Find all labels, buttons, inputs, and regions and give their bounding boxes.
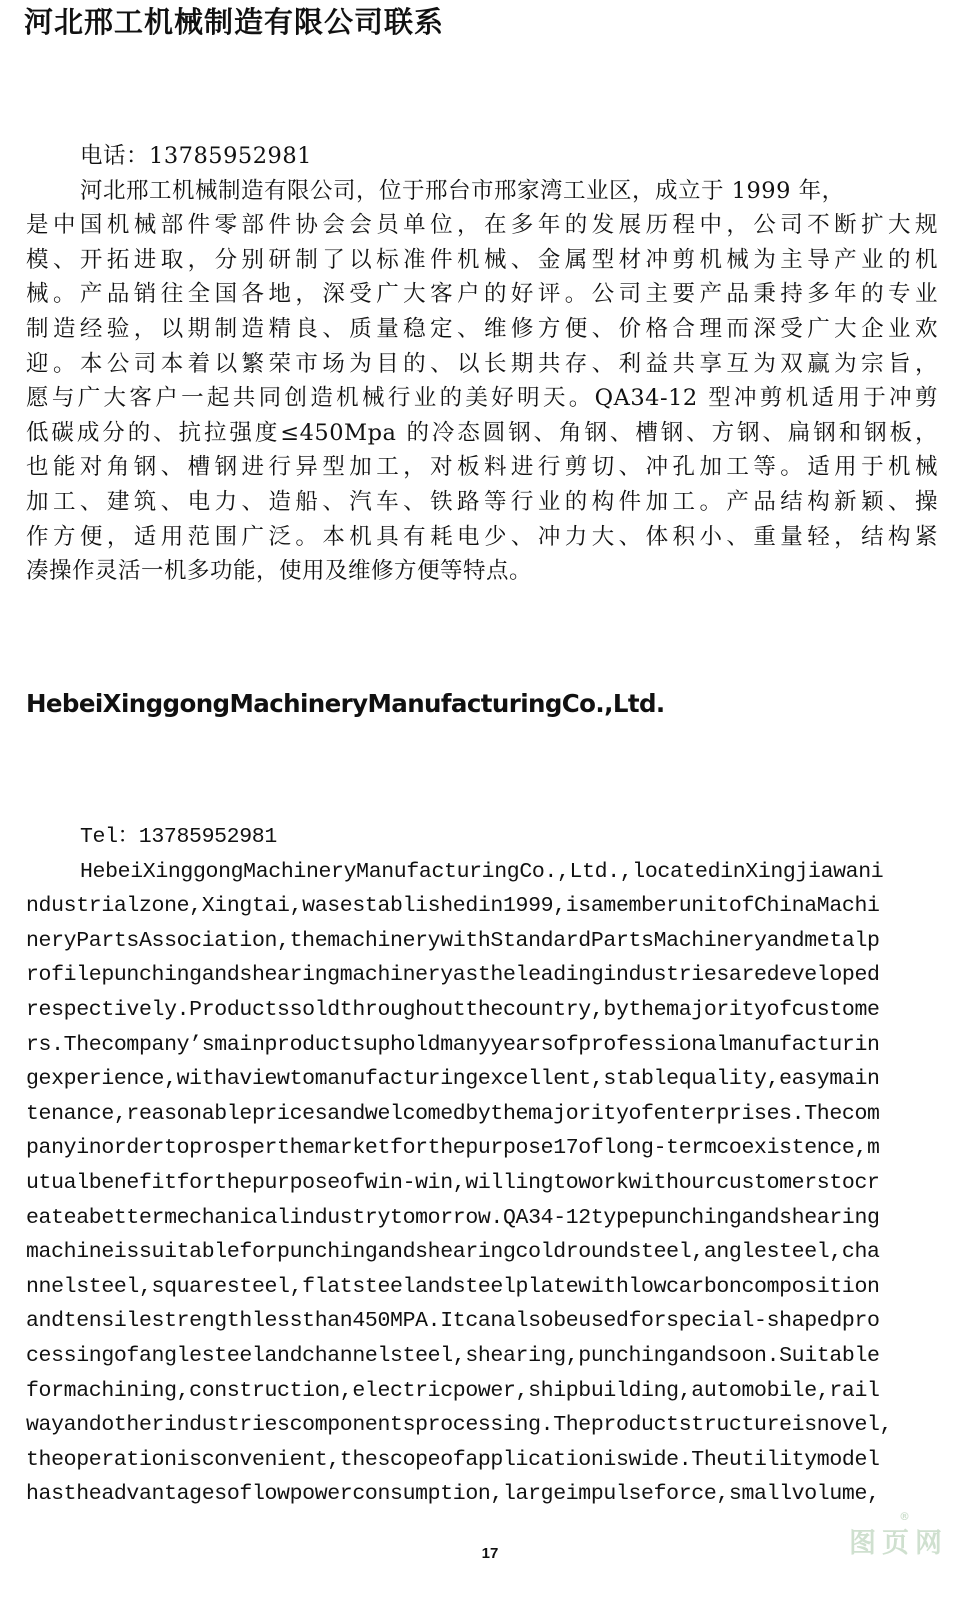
chinese-text-line: 是中国机械部件零部件协会会员单位，在多年的发展历程中，公司不断扩大规	[26, 212, 938, 239]
english-text-line: panyinordertoprosperthemarketforthepurpose17oflong-termcoexistence,m	[26, 1136, 880, 1161]
chinese-text-line: 加工、建筑、电力、造船、汽车、铁路等行业的构件加工。产品结构新颖、操	[26, 488, 938, 515]
english-text-line: theoperationisconvenient,thescopeofapplicationiswide.Theutilitymodel	[26, 1447, 880, 1472]
registered-mark-icon: ®	[899, 1510, 910, 1523]
chinese-text-line: 低碳成分的、抗拉强度≤450Mpa 的冷态圆钢、角钢、槽钢、方钢、扁钢和钢板，	[26, 419, 938, 446]
chinese-text-line: 模、开拓进取，分别研制了以标准件机械、金属型材冲剪机械为主导产业的机	[26, 246, 938, 273]
english-text-line: eateabettermechanicalindustrytomorrow.QA34-12typepunchingandshearing	[26, 1205, 880, 1230]
english-body-text	[26, 820, 930, 1512]
english-text-line: andtensilestrengthlessthan450MPA.Itcanalsobeusedforspecial-shapedpro	[26, 1309, 880, 1334]
watermark-text: 图页网	[849, 1527, 948, 1559]
english-text-line: nnelsteel,squaresteel,flatsteelandsteelplatewithlowcarboncomposition	[26, 1274, 880, 1299]
english-text-line: formachining,construction,electricpower,shipbuilding,automobile,rail	[26, 1378, 880, 1403]
chinese-text-line: 作方便，适用范围广泛。本机具有耗电少、冲力大、体积小、重量轻，结构紧	[26, 523, 938, 550]
english-text-line: neryPartsAssociation,themachinerywithStandardPartsMachineryandmetalp	[26, 928, 880, 953]
english-text-line: wayandotherindustriescomponentsprocessing.Theproductstructureisnovel,	[26, 1413, 893, 1438]
english-text-line: cessingofanglesteelandchannelsteel,shearing,punchingandsoon.Suitable	[26, 1343, 880, 1368]
chinese-text-line: 制造经验，以期制造精良、质量稳定、维修方便、价格合理而深受广大企业欢	[26, 315, 938, 342]
english-phone-line: Tel：13785952981	[80, 825, 277, 849]
english-text-line: respectively.Productssoldthroughoutthecountry,bythemajorityofcustome	[26, 997, 880, 1022]
page-title-chinese: 河北邢工机械制造有限公司联系	[24, 5, 445, 39]
english-text-line: tenance,reasonablepricesandwelcomedbythemajorityofenterprises.Thecom	[26, 1101, 880, 1126]
chinese-text-line: 愿与广大客户一起共同创造机械行业的美好明天。QA34-12 型冲剪机适用于冲剪	[26, 385, 938, 412]
chinese-text-line: 也能对角钢、槽钢进行异型加工，对板料进行剪切、冲孔加工等。适用于机械	[26, 454, 938, 481]
site-watermark-logo	[849, 1510, 948, 1560]
page-title-english: HebeiXinggongMachineryManufacturingCo.,Ltd.	[26, 689, 665, 718]
chinese-text-line: 迎。本公司本着以繁荣市场为目的、以长期共存、利益共享互为双赢为宗旨，	[26, 350, 938, 377]
english-text-line: gexperience,withaviewtomanufacturingexcellent,stablequality,easymain	[26, 1067, 880, 1092]
english-text-line: machineissuitableforpunchingandshearingcoldroundsteel,anglesteel,cha	[26, 1240, 880, 1265]
english-text-line: rs.Thecompany’smainproductsupholdmanyyearsofprofessionalmanufacturin	[26, 1032, 880, 1057]
chinese-phone-line: 电话：13785952981	[80, 143, 312, 169]
english-text-line: ndustrialzone,Xingtai,wasestablishedin1999,isamemberunitofChinaMachi	[26, 894, 880, 919]
chinese-text-line: 河北邢工机械制造有限公司，位于邢台市邢家湾工业区，成立于 1999 年，	[80, 177, 845, 204]
chinese-body-text	[26, 139, 938, 589]
chinese-text-line: 械。产品销往全国各地，深受广大客户的好评。公司主要产品秉持多年的专业	[26, 281, 938, 308]
page-number: 17	[481, 1545, 499, 1562]
english-text-line: HebeiXinggongMachineryManufacturingCo.,Ltd.,locatedinXingjiawani	[80, 859, 884, 884]
english-text-line: utualbenefitforthepurposeofwin-win,willingtoworkwithourcustomerstocr	[26, 1170, 880, 1195]
english-text-line: hastheadvantagesoflowpowerconsumption,largeimpulseforce,smallvolume,	[26, 1482, 880, 1507]
english-text-line: rofilepunchingandshearingmachineryastheleadingindustriesaredeveloped	[26, 963, 880, 988]
chinese-text-line: 凑操作灵活一机多功能，使用及维修方便等特点。	[26, 558, 533, 585]
